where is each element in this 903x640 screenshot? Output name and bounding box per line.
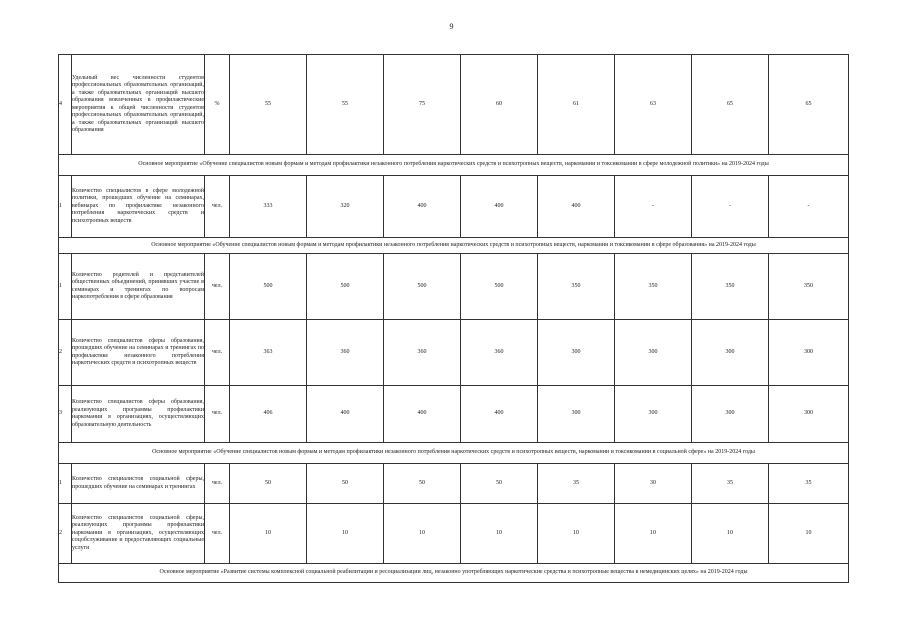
value-cell: 500 (461, 254, 538, 320)
indicator-name: Количество специалистов в сфере молодежной политики, прошедших обучение на семинарах, вебинарах по профилактике незаконного потребления наркотических средств и психотропных веществ (72, 176, 205, 238)
section-title: Основное мероприятие «Развитие системы комплексной социальной реабилитации и ресоциализации лиц, незаконно употребляющих наркотические средства и психотропные вещества в немедицинских целях» на 2019-2024 годы (59, 564, 849, 583)
unit-cell: чел. (205, 504, 230, 564)
value-cell: 363 (230, 320, 307, 386)
value-cell: 400 (538, 176, 615, 238)
value-cell: 55 (230, 55, 307, 155)
table-row (59, 176, 849, 238)
row-number: 4 (59, 55, 72, 155)
value-cell: 65 (769, 55, 849, 155)
value-cell: 55 (307, 55, 384, 155)
table-row (59, 55, 849, 155)
page-number: 9 (449, 22, 454, 31)
unit-cell: чел. (205, 320, 230, 386)
value-cell: 300 (692, 320, 769, 386)
value-cell: 320 (307, 176, 384, 238)
row-number: 2 (59, 504, 72, 564)
value-cell: 61 (538, 55, 615, 155)
section-title: Основное мероприятие «Обучение специалистов новым формам и методам профилактики незаконного потребления наркотических средств и психотропных веществ, наркомании и токсикомании в сфере образования» на 2019-2024 годы (59, 238, 849, 254)
value-cell: 10 (692, 504, 769, 564)
value-cell: 35 (538, 464, 615, 504)
section-header-row (59, 155, 849, 176)
value-cell: 400 (307, 386, 384, 443)
value-cell: 50 (307, 464, 384, 504)
table-row (59, 464, 849, 504)
indicator-name: Удельный вес численности студентов профессиональных образовательных организаций, а также образовательных организаций высшего образования вовлеченных в профилактические мероприятия к общей численности студентов профессиональных образовательных организаций, а также образовательных организаций высшего образования (72, 55, 205, 155)
value-cell: 300 (692, 386, 769, 443)
row-number: 2 (59, 320, 72, 386)
section-title: Основное мероприятие «Обучение специалистов новым формам и методам профилактики незаконного потребления наркотических средств и психотропных веществ, наркомании и токсикомании в сфере молодежной политики» на 2019-2024 годы (59, 155, 849, 176)
unit-cell: чел. (205, 464, 230, 504)
value-cell: 10 (461, 504, 538, 564)
value-cell: 360 (307, 320, 384, 386)
value-cell: 10 (384, 504, 461, 564)
section-header-row (59, 564, 849, 583)
value-cell: 400 (461, 176, 538, 238)
value-cell: 10 (538, 504, 615, 564)
unit-cell: чел. (205, 176, 230, 238)
section-header-row (59, 443, 849, 464)
unit-cell: % (205, 55, 230, 155)
value-cell: 35 (769, 464, 849, 504)
value-cell: 500 (230, 254, 307, 320)
table-row (59, 386, 849, 443)
value-cell: 400 (384, 386, 461, 443)
value-cell: 360 (461, 320, 538, 386)
value-cell: 300 (538, 320, 615, 386)
value-cell: 50 (461, 464, 538, 504)
value-cell: 50 (230, 464, 307, 504)
value-cell: 350 (769, 254, 849, 320)
table-row (59, 254, 849, 320)
indicator-name: Количество специалистов сферы образования, прошедших обучение на семинарах и тренингах по профилактике незаконного потребления наркотических средств и психотропных веществ (72, 320, 205, 386)
value-cell: 350 (692, 254, 769, 320)
table-row (59, 504, 849, 564)
value-cell: 333 (230, 176, 307, 238)
value-cell: 300 (769, 320, 849, 386)
value-cell: 500 (307, 254, 384, 320)
table-body (59, 55, 849, 583)
value-cell: 406 (230, 386, 307, 443)
indicator-name: Количество специалистов социальной сферы, прошедших обучение на семинарах и тренингах (72, 464, 205, 504)
row-number: 3 (59, 386, 72, 443)
value-cell: 10 (307, 504, 384, 564)
section-header-row (59, 238, 849, 254)
value-cell: 30 (615, 464, 692, 504)
value-cell: 400 (384, 176, 461, 238)
value-cell: 300 (538, 386, 615, 443)
value-cell: 300 (615, 320, 692, 386)
value-cell: 60 (461, 55, 538, 155)
table-row (59, 320, 849, 386)
indicators-table (58, 54, 849, 583)
value-cell: 10 (769, 504, 849, 564)
section-title: Основное мероприятие «Обучение специалистов новым формам и методам профилактики незаконного потребления наркотических средств и психотропных веществ, наркомании и токсикомании в социальной сфере» на 2019-2024 годы (59, 443, 849, 464)
value-cell: 65 (692, 55, 769, 155)
value-cell: 50 (384, 464, 461, 504)
value-cell: 350 (615, 254, 692, 320)
value-cell: - (769, 176, 849, 238)
value-cell: 300 (769, 386, 849, 443)
value-cell: 63 (615, 55, 692, 155)
value-cell: 360 (384, 320, 461, 386)
value-cell: - (692, 176, 769, 238)
unit-cell: чел. (205, 254, 230, 320)
indicator-name: Количество специалистов сферы образования, реализующих программы профилактики наркомании в организациях, осуществляющих образовательную деятельность (72, 386, 205, 443)
value-cell: 300 (615, 386, 692, 443)
value-cell: 400 (461, 386, 538, 443)
value-cell: 350 (538, 254, 615, 320)
value-cell: 500 (384, 254, 461, 320)
value-cell: - (615, 176, 692, 238)
indicator-name: Количество родителей и представителей общественных объединений, принявших участие в семинарах и тренингах по вопросам наркопотребления в сфере образования (72, 254, 205, 320)
value-cell: 10 (230, 504, 307, 564)
row-number: 1 (59, 176, 72, 238)
row-number: 1 (59, 464, 72, 504)
row-number: 1 (59, 254, 72, 320)
value-cell: 10 (615, 504, 692, 564)
value-cell: 35 (692, 464, 769, 504)
indicator-name: Количество специалистов социальной сферы, реализующих программы профилактики наркомании в организациях, осуществляющих соцобслуживание и предоставляющих социальные услуги (72, 504, 205, 564)
unit-cell: чел. (205, 386, 230, 443)
value-cell: 75 (384, 55, 461, 155)
